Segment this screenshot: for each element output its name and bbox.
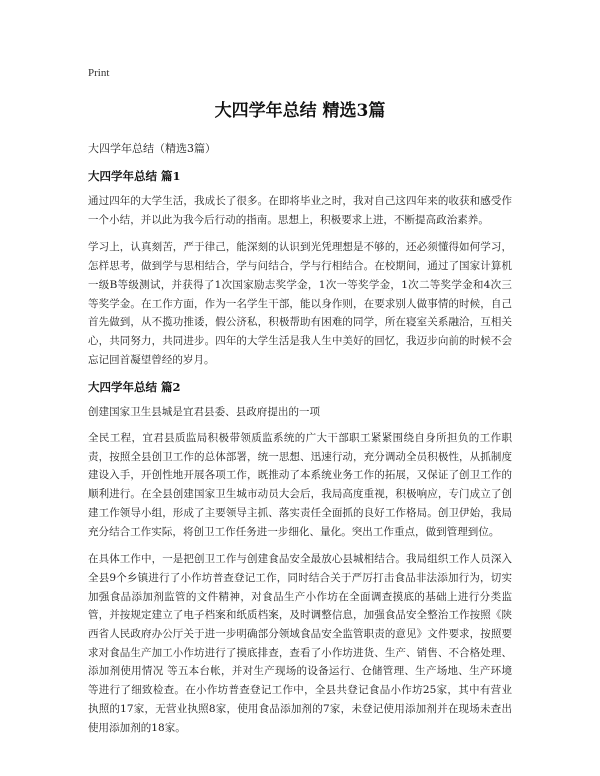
paragraph: 在具体工作中，一是把创卫工作与创建食品安全最放心县城相结合。我局组织工作人员深入全县9个乡镇进行了小作坊普查登记工作，同时结合关于严厉打击食品非法添加行为，切实加强食品添加剂监管的文件精神，对食品生产小作坊在全面调查摸底的基础上进行分类监管，并按规定建立了电子档案和纸质档案，及时调整信息，加强食品安全整治工作按照《陕西省人民政府办公厅关于进一步明确部分领域食品安全监管职责的意见》文件要求，按照要求对食品生产加工小作坊进行了摸底排查，查看了小作坊进货、生产、销售、不合格处理、添加剂使用情况 等五本台帐，并对生产现场的设备运行、仓储管理、生产场地、生产环境等进行了细致检查。在小作坊普查登记工作中，全县共登记食品小作坊25家，其中有营业执照的17家，无营业执照8家，使用食品添加剂的7家，未登记使用添加剂并在现场未查出使用添加剂的18家。 <box>88 553 512 734</box>
paragraph: 全民工程，宜君县质监局积极带领质监系统的广大干部职工紧紧围绕自身所担负的工作职责，按照全县创卫工作的总体部署，统一思想、迅速行动，充分调动全员积极性，从抓制度建设入手，开创性地开展各项工作，既推动了本系统业务工作的拓展，又保证了创卫工作的顺利进行。在全县创建国家卫生城市动员大会后，我局高度重视，积极响应，专门成立了创建工作领导小组，形成了主要领导主抓、落实责任全面抓的良好工作格局。创卫伊始，我局充分结合工作实际，将创卫工作任务进一步细化、量化。突出工作重点，做到管理到位。 <box>88 432 512 538</box>
section-heading-2: 大四学年总结 篇2 <box>88 380 181 395</box>
paragraph: 创建国家卫生县城是宜君县委、县政府提出的一项 <box>88 406 321 419</box>
document-title: 大四学年总结 精选3篇 <box>214 101 386 121</box>
document-subtitle: 大四学年总结（精选3篇） <box>88 142 216 155</box>
paragraph: 通过四年的大学生活，我成长了很多。在即将毕业之时，我对自己这四年来的收获和感受作一个小结，并以此为我今后行动的指南。思想上，积极要求上进，不断提高政治素养。 <box>88 195 512 226</box>
section-heading-1: 大四学年总结 篇1 <box>88 169 181 183</box>
print-link[interactable]: Print <box>88 67 110 79</box>
document-page <box>88 66 512 746</box>
paragraph: 学习上，认真刻苦，严于律己，能深刻的认识到光凭理想是不够的，还必须懂得如何学习，怎样思考，做到学与思相结合，学与问结合，学与行相结合。在校期间，通过了国家计算机一级B等级测试，并获得了1次国家励志奖学金，1次一等奖学金，1次二等奖学金和4次三等奖学金。在工作方面，作为一名学生干部，能以身作则，在要求别人做事情的时候，自己首先做到，从不揽功推诿，假公济私，积极帮助有困难的同学，所在寝室关系融洽，互相关心，共同努力，共同进步。四年的大学生活是我人生中美好的回忆，我迈步向前的时候不会忘记回首凝望曾经的岁月。 <box>88 241 512 366</box>
